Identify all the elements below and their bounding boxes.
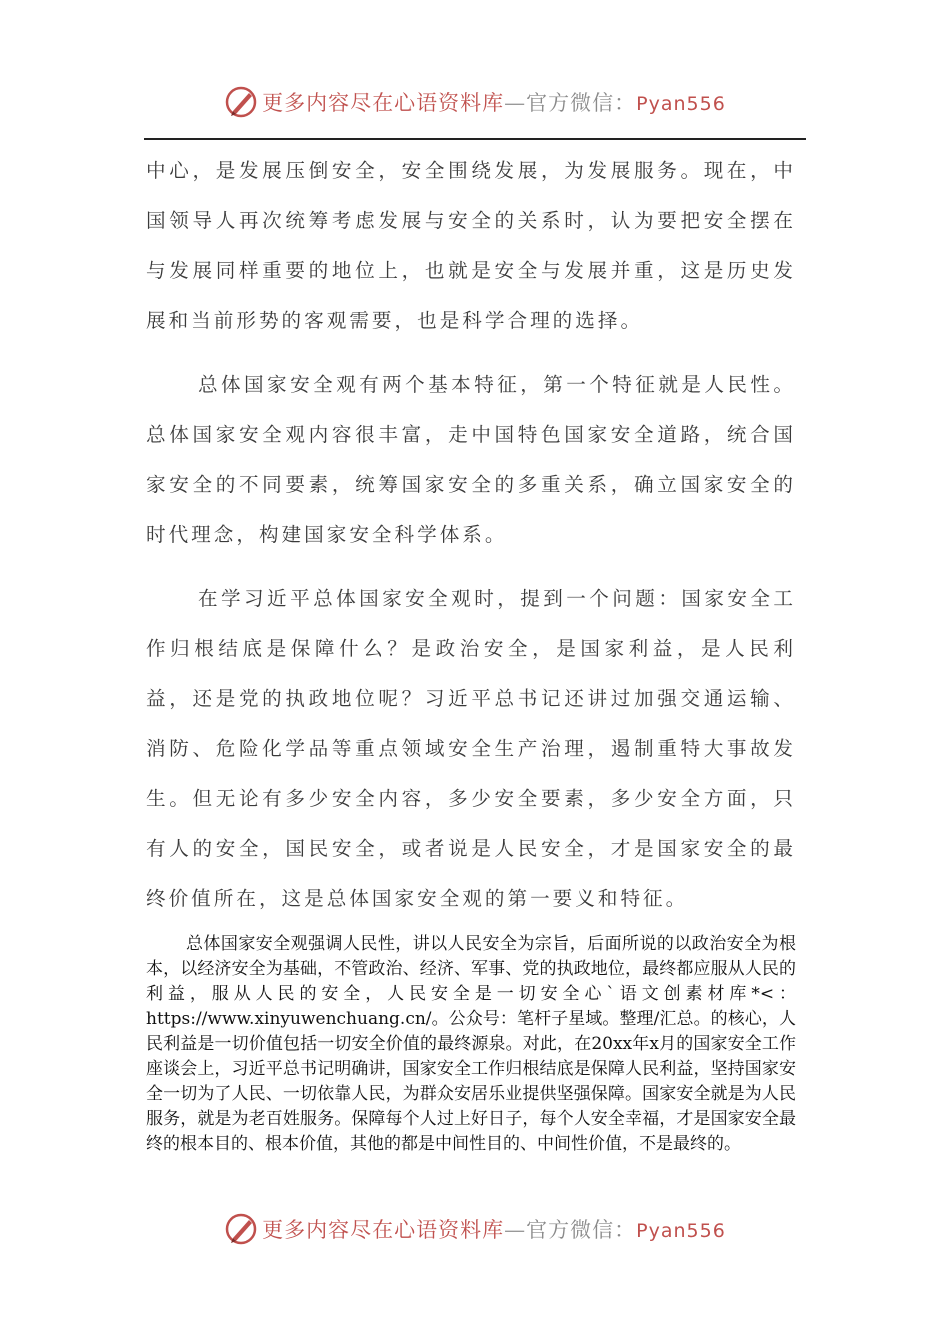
header-rule <box>144 138 806 140</box>
banner-wechat-id: Pyan556 <box>636 1220 726 1242</box>
paragraph-4: 总体国家安全观强调人民性，讲以人民安全为宗旨，后面所说的以政治安全为根本，以经济安全为基础，不管政治、经济、军事、党的执政地位，最终都应服从人民的利益，服从人民的安全，人民安全是一切安全心`语文创素材库*<：https://www.xinyuwenchuang.cn/。公众号：笔杆子星域。整理/汇总。的核心，人民利益是一切价值包括一切安全价值的最终源泉。对此，在20xx年x月的国家安全工作座谈会上，习近平总书记明确讲，国家安全工作归根结底是保障人民利益，坚持国家安全一切为了人民、一切依靠人民，为群众安居乐业提供坚强保障。国家安全就是为人民服务，就是为老百姓服务。保障每个人过上好日子，每个人安全幸福，才是国家安全最终的根本目的、根本价值，其他的都是中间性目的、中间性价值，不是最终的。 <box>146 934 796 1154</box>
banner-text <box>262 1214 726 1244</box>
header-banner <box>0 82 950 122</box>
banner-separator: — <box>504 1218 527 1242</box>
banner-main: 更多内容尽在心语资料库 <box>262 1218 505 1242</box>
banner-text <box>262 87 726 117</box>
footer-banner <box>0 1209 950 1249</box>
banner-main: 更多内容尽在心语资料库 <box>262 91 505 115</box>
banner-wechat-label: 官方微信： <box>526 1218 637 1242</box>
pen-logo-icon <box>224 84 260 120</box>
banner-separator: — <box>504 91 527 115</box>
paragraph-1: 中心，是发展压倒安全，安全围绕发展，为发展服务。现在，中国领导人再次统筹考虑发展与安全的关系时，认为要把安全摆在与发展同样重要的地位上，也就是安全与发展并重，这是历史发展和当前形势的客观需要，也是科学合理的选择。 <box>146 159 796 332</box>
pen-logo-icon <box>224 1211 260 1247</box>
banner-wechat-label: 官方微信： <box>526 91 637 115</box>
banner-wechat-id: Pyan556 <box>636 93 726 115</box>
paragraph-2: 总体国家安全观有两个基本特征，第一个特征就是人民性。总体国家安全观内容很丰富，走中国特色国家安全道路，统合国家安全的不同要素，统筹国家安全的多重关系，确立国家安全的时代理念，构建国家安全科学体系。 <box>146 373 796 546</box>
document-body <box>146 146 796 1157</box>
paragraph-3: 在学习近平总体国家安全观时，提到一个问题：国家安全工作归根结底是保障什么？是政治安全，是国家利益，是人民利益，还是党的执政地位呢？习近平总书记还讲过加强交通运输、消防、危险化学品等重点领域安全生产治理，遏制重特大事故发生。但无论有多少安全内容，多少安全要素，多少安全方面，只有人的安全，国民安全，或者说是人民安全，才是国家安全的最终价值所在，这是总体国家安全观的第一要义和特征。 <box>146 587 796 910</box>
